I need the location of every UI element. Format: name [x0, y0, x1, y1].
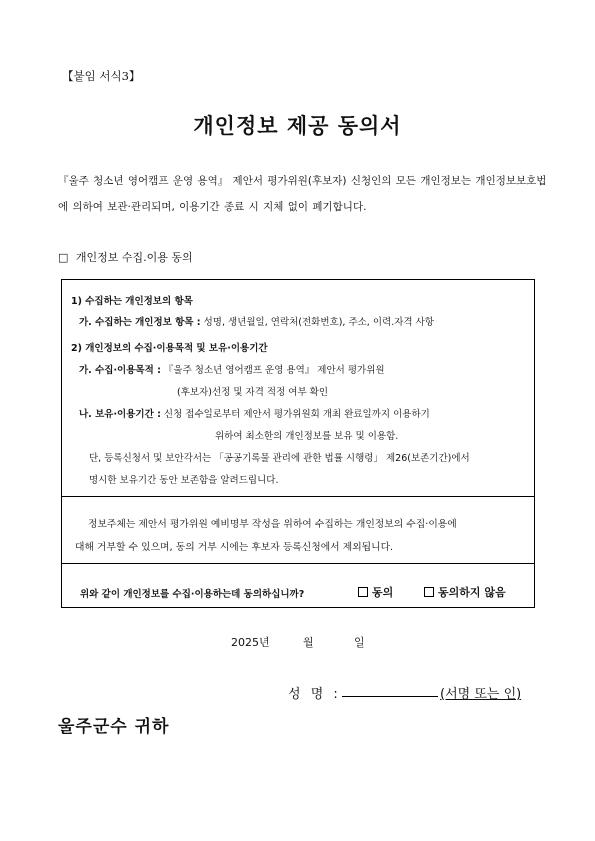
item2-a: [79, 362, 385, 376]
attachment-label: 【붙임 서식3】: [62, 69, 141, 83]
item2-b-value-line1: 신청 접수일로부터 제안서 평가위원회 개최 완료일까지 이용하기: [163, 409, 430, 420]
agree-label: 동의: [372, 586, 394, 599]
note-line1: 단, 등록신청서 및 보안각서는 「공공기록물 관리에 관한 법률 시행령」 제26(보존기간)에서: [89, 453, 470, 464]
item2-a-value-line2: (후보자)선정 및 자격 적정 여부 확인: [177, 387, 328, 398]
addressee: 울주군수 귀하: [58, 717, 170, 737]
disagree-option[interactable]: [424, 584, 506, 600]
item1-heading: 1) 수집하는 개인정보의 항목: [71, 296, 193, 307]
consent-section-label: 개인정보 수집.이용 동의: [75, 251, 193, 264]
signature-label: 성 명 :: [288, 687, 341, 702]
item2-b: [79, 406, 430, 420]
item2-b-value-line2: 위하여 최소한의 개인정보를 보유 및 이용함.: [215, 431, 399, 442]
item2-a-label: 가. 수집·이용목적 :: [79, 365, 161, 376]
signature-field[interactable]: [342, 696, 438, 697]
item1-a-value: 성명, 생년월일, 연락처(전화번호), 주소, 이력.자격 사항: [203, 317, 434, 328]
consent-box: [61, 279, 535, 608]
date-month: 월: [303, 636, 314, 649]
consent-question: 위와 같이 개인정보를 수집·이용하는데 동의하십니까?: [80, 589, 305, 600]
note-line2: 명시한 보유기간 동안 보존함을 알려드립니다.: [89, 475, 279, 486]
page-title: 개인정보 제공 동의서: [193, 114, 402, 138]
consent-section-heading: [58, 249, 193, 265]
intro-paragraph: 『울주 청소년 영어캠프 운영 용역』 제안서 평가위원(후보자) 신청인의 모든 개인정보는 개인정보보호법에 의하여 보관·관리되며, 이용기간 종료 시 지체 없이 폐기합니다.: [58, 175, 547, 213]
date-year: 2025년: [231, 636, 270, 649]
agree-option[interactable]: [358, 584, 393, 600]
refusal-line1: 정보주체는 제안서 평가위원 예비명부 작성을 위하여 수집하는 개인정보의 수집·이용에: [88, 519, 457, 530]
item2-b-label: 나. 보유·이용기간 :: [79, 409, 161, 420]
item1-a: [79, 314, 434, 328]
item2-a-value-line1: 『울주 청소년 영어캠프 운영 용역』 제안서 평가위원: [163, 365, 385, 376]
disagree-checkbox[interactable]: [424, 587, 434, 597]
box-divider-2: [62, 563, 534, 564]
item2-heading: 2) 개인정보의 수집·이용목적 및 보유·이용기간: [71, 343, 268, 354]
disagree-label: 동의하지 않음: [438, 586, 506, 599]
box-divider-1: [62, 496, 534, 497]
date-day: 일: [354, 636, 365, 649]
refusal-line2: 대해 거부할 수 있으며, 동의 거부 시에는 후보자 등록신청에서 제외됩니다.: [75, 542, 394, 553]
agree-checkbox[interactable]: [358, 587, 368, 597]
signature-note: (서명 또는 인): [440, 687, 522, 702]
item1-a-label: 가. 수집하는 개인정보 항목 :: [79, 317, 201, 328]
checkbox-symbol: □: [58, 251, 69, 264]
